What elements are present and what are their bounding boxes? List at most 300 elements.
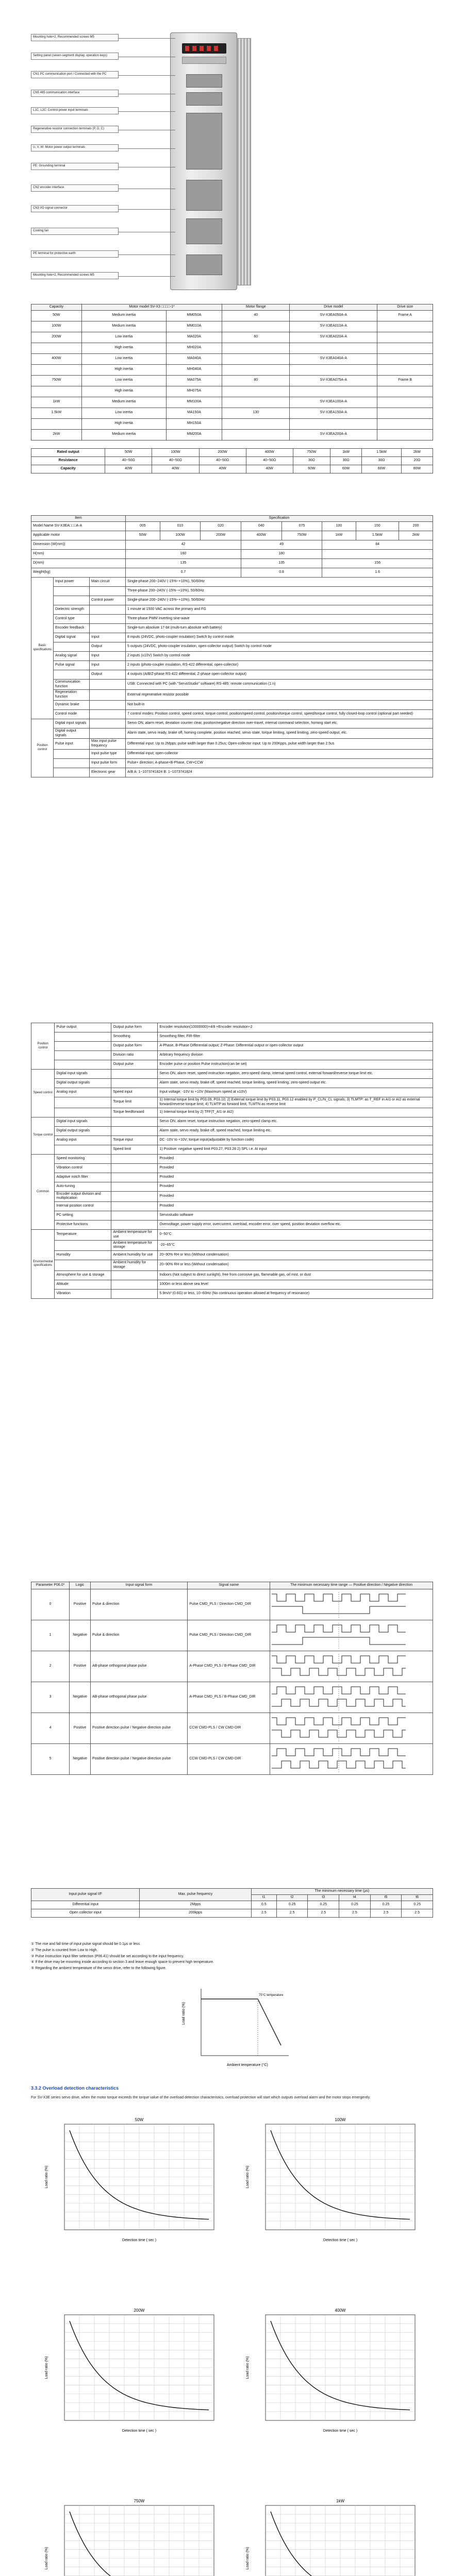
spec-item: Digital input signals bbox=[54, 719, 90, 728]
table-row bbox=[31, 1032, 433, 1042]
table-cell: 30Ω bbox=[362, 457, 402, 465]
spec-item: Digital input signals bbox=[55, 1070, 111, 1079]
table-cell: 60W bbox=[293, 465, 330, 473]
spec-item: Auto-tuning bbox=[55, 1182, 111, 1191]
table-row bbox=[31, 690, 433, 701]
spec-subitem: Input pulse form bbox=[90, 758, 126, 768]
table-row bbox=[31, 719, 433, 728]
overload-ylabel: Load ratio (%) bbox=[246, 2547, 250, 2570]
overload-ylabel: Load ratio (%) bbox=[246, 2165, 250, 2189]
spec-value: Servo ON, alarm reset, torque instruction negation, zero-speed clamp etc. bbox=[158, 1117, 433, 1126]
cap-capacity: 200W bbox=[31, 332, 82, 343]
table-row bbox=[31, 1682, 433, 1713]
overload-section-title: 3.3.2 Overload detection characteristics bbox=[31, 2086, 119, 2091]
cap-header-size: Drive size bbox=[377, 304, 433, 311]
cap-flange bbox=[222, 418, 290, 429]
table-row bbox=[31, 1173, 433, 1182]
spec-subitem: Ambient temperature for storage bbox=[111, 1240, 158, 1251]
cap-inertia: Low inertia bbox=[81, 332, 166, 343]
cap-capacity: 750W bbox=[31, 375, 82, 386]
cap-capacity: 100W bbox=[31, 321, 82, 332]
table-cell: 2kW bbox=[401, 449, 433, 457]
note-item: ⑤ Regarding the ambient temperature of the servo drive, refer to the following figure. bbox=[31, 1967, 167, 1970]
spec-item: Pulse input bbox=[54, 739, 90, 750]
waveform-trace bbox=[272, 1606, 406, 1614]
spec-dim-value: 49 bbox=[241, 540, 322, 549]
spec-group-label: Common bbox=[31, 1154, 55, 1230]
spec-dim-value: 42 bbox=[126, 540, 241, 549]
spec-subitem: Electronic gear bbox=[90, 768, 126, 777]
table-row bbox=[31, 364, 433, 375]
cap-motor-model: MM100A bbox=[166, 397, 222, 408]
pulse-form: AB-phase orthogonal phase pulse bbox=[91, 1651, 188, 1682]
spec-item bbox=[54, 758, 90, 768]
spec-subitem bbox=[90, 709, 126, 719]
spec-value: 5.9m/s² (0.6G) or less, 10~60Hz (No continuous operation allowed at frequency of resonance) bbox=[158, 1289, 433, 1298]
note-item: ② The pulse is counted from Low to High. bbox=[31, 1948, 98, 1952]
pulse-form: AB-phase orthogonal phase pulse bbox=[91, 1682, 188, 1713]
capacity-table-body bbox=[31, 310, 433, 440]
spec-value: Servostudio software bbox=[158, 1211, 433, 1221]
diagram-callout: PE: Grounding terminal bbox=[31, 163, 119, 170]
cap-drive-size bbox=[377, 332, 433, 343]
overload-chart-title: 200W bbox=[134, 2308, 145, 2313]
pulse-header-logic: Logic bbox=[70, 1582, 91, 1589]
spec-value: Input voltage: -10V to +10V (Maximum speed at ±10V) bbox=[158, 1088, 433, 1097]
min-sub-header: t5 bbox=[370, 1894, 402, 1901]
table-cell: 2.5 bbox=[308, 1909, 339, 1917]
spec-group-label: Position control bbox=[31, 719, 54, 777]
diagram-callout: CN1 PC communication port / Connected with the PC bbox=[31, 71, 119, 78]
pulse-logic: Negative bbox=[70, 1744, 91, 1775]
table-row bbox=[31, 353, 433, 364]
table-row bbox=[31, 670, 433, 679]
table-cell: 40~50Ω bbox=[152, 457, 199, 465]
spec-item bbox=[55, 1260, 111, 1271]
cap-inertia: High inertia bbox=[81, 364, 166, 375]
diagram-callout: PE terminal for protective earth bbox=[31, 250, 119, 258]
table-cell: 40W bbox=[246, 465, 293, 473]
cap-inertia: High inertia bbox=[81, 343, 166, 353]
cap-flange: 60 bbox=[222, 332, 290, 343]
table-row bbox=[31, 558, 433, 568]
spec-group-label: Position control bbox=[31, 1023, 55, 1070]
cap-flange bbox=[222, 343, 290, 353]
table-row bbox=[31, 1117, 433, 1126]
pulse-form: Positive direction pulse / Negative direction pulse bbox=[91, 1744, 188, 1775]
spec-value: Servo ON, alarm reset, speed instruction negation, zero-speed clamp, internal speed control, external forward/reverse torque limit etc. bbox=[158, 1070, 433, 1079]
spec-item bbox=[54, 596, 90, 605]
pulse-waveform bbox=[272, 1716, 406, 1741]
table-cell: Differential input bbox=[31, 1901, 140, 1909]
cap-capacity: 1kW bbox=[31, 397, 82, 408]
diagram-callout: Mounting hole×2, Recommended screws M5 bbox=[31, 272, 119, 279]
pulse-waveform-cell bbox=[270, 1744, 433, 1775]
cap-drive-size bbox=[377, 353, 433, 364]
overload-chart bbox=[41, 2496, 222, 2576]
table-row bbox=[31, 1060, 433, 1070]
table-row bbox=[31, 1088, 433, 1097]
pulse-param: 5 bbox=[31, 1744, 70, 1775]
overload-ylabel: Load ratio (%) bbox=[45, 2547, 48, 2570]
overload-xlabel: Detection time ( sec ) bbox=[323, 2239, 358, 2242]
table-row bbox=[31, 709, 433, 719]
overload-chart-title: 100W bbox=[335, 2117, 346, 2122]
diagram-callout: Mounting hole×2, Recommended screws M5 bbox=[31, 34, 119, 41]
spec-subitem bbox=[90, 719, 126, 728]
cap-header-motor: Motor model SV-X3 □□□□-1* bbox=[81, 304, 222, 311]
cap-inertia: Low inertia bbox=[81, 375, 166, 386]
table-row bbox=[31, 1270, 433, 1280]
overload-chart bbox=[242, 2496, 423, 2576]
table-cell: 40~50Ω bbox=[246, 457, 293, 465]
overload-chart-title: 1kW bbox=[336, 2499, 344, 2503]
table-row bbox=[31, 1251, 433, 1260]
pulse-signal: Pulse CMD_PLS / Direction CMD_DIR bbox=[188, 1620, 270, 1651]
cap-flange bbox=[222, 364, 290, 375]
table-row bbox=[31, 408, 433, 418]
table-row bbox=[31, 1079, 433, 1088]
spec-item bbox=[55, 1032, 111, 1042]
pulse-waveform bbox=[272, 1685, 406, 1710]
cap-capacity: 50W bbox=[31, 310, 82, 321]
spec-value: Provided bbox=[158, 1191, 433, 1202]
regen-resistor-table bbox=[31, 448, 433, 473]
spec-motor: 2kW bbox=[399, 531, 433, 540]
callout-leader-line bbox=[119, 75, 175, 76]
spec-value: Arbitrary frequency division bbox=[158, 1051, 433, 1060]
table-row bbox=[31, 1126, 433, 1136]
pulse-header-positive: Positive direction bbox=[353, 1583, 381, 1587]
pulse-waveform-cell bbox=[270, 1589, 433, 1620]
spec-value: 8 inputs (24VDC, photo-coupler insulation) Switch by control mode bbox=[126, 633, 433, 642]
cap-drive-model: SV-X3EA010A-A bbox=[290, 321, 377, 332]
table-row bbox=[31, 633, 433, 642]
spec-value: Smoothing filter, FIR-filter bbox=[158, 1032, 433, 1042]
waveform-trace bbox=[272, 1749, 406, 1756]
cap-flange bbox=[222, 321, 290, 332]
spec-item: Regeneration function bbox=[54, 690, 90, 701]
derate-xlabel: Ambient temperature (°C) bbox=[227, 2063, 268, 2067]
table-cell: 50W bbox=[105, 449, 152, 457]
table-cell: 60W bbox=[362, 465, 402, 473]
pulse-input-body bbox=[31, 1589, 433, 1775]
waveform-trace bbox=[272, 1761, 406, 1768]
spec-subitem: Division ratio bbox=[111, 1051, 158, 1060]
pulse-header-form: Input signal form bbox=[91, 1582, 188, 1589]
spec-value: Provided bbox=[158, 1163, 433, 1173]
table-cell: 100W bbox=[152, 449, 199, 457]
table-row bbox=[31, 1211, 433, 1221]
spec-value: 1) Internal torque limit by P03.09, P03.10; 2) External torque limit by P03.11, P03.12 enabled by P_CL/N_CL signals; 3) TLMTP: as T_REF in AI1 or AI2 as external forward/reverse torque limit; 4) TLMTP as forward limit, TLMTN as reverse limit bbox=[158, 1097, 433, 1108]
spec-item: Communication function bbox=[54, 679, 90, 690]
cap-drive-size bbox=[377, 408, 433, 418]
table-cell: 30Ω bbox=[293, 457, 330, 465]
cap-drive-model: SV-X3EA150A-A bbox=[290, 408, 377, 418]
spec-dim-value: 135 bbox=[241, 558, 322, 568]
table-row bbox=[31, 418, 433, 429]
table-row bbox=[31, 577, 433, 586]
cap-flange bbox=[222, 397, 290, 408]
spec-item bbox=[55, 1108, 111, 1117]
cap-flange: 40 bbox=[222, 310, 290, 321]
spec-subitem: Output pulse form bbox=[111, 1042, 158, 1051]
table-cell: 40~50Ω bbox=[105, 457, 152, 465]
cap-drive-model bbox=[290, 418, 377, 429]
spec-dim-label: Dimension (W(mm)) bbox=[31, 540, 126, 549]
table-row bbox=[31, 623, 433, 633]
spec-subitem bbox=[111, 1280, 158, 1289]
derating-chart bbox=[180, 1984, 294, 2071]
table-row bbox=[31, 586, 433, 596]
table-cell: 0.25 bbox=[370, 1901, 402, 1909]
spec-model-code: 020 bbox=[201, 521, 241, 531]
cap-drive-size bbox=[377, 429, 433, 440]
spec-group-label: Basic specifications bbox=[31, 577, 54, 719]
spec-dim-value: 160 bbox=[126, 549, 241, 558]
spec-item: Vibration control bbox=[55, 1163, 111, 1173]
spec-item: Control mode bbox=[54, 709, 90, 719]
spec-item bbox=[55, 1060, 111, 1070]
table-row bbox=[31, 375, 433, 386]
spec-item: Control type bbox=[54, 614, 90, 623]
note-item: ① The rise and fall time of input pulse signal should be 0.1μs or less. bbox=[31, 1942, 141, 1946]
cap-capacity bbox=[31, 386, 82, 397]
diagram-callout: Setting panel (seven-segment display, operation keys) bbox=[31, 53, 119, 60]
derate-label: 75°C temperature bbox=[259, 1994, 284, 1997]
table-row bbox=[31, 429, 433, 440]
spec-subitem bbox=[90, 586, 126, 596]
spec-subitem bbox=[111, 1202, 158, 1211]
table-row bbox=[31, 651, 433, 660]
table-row bbox=[31, 1154, 433, 1163]
pulse-signal: A-Phase CMD_PLS / B-Phase CMD_DIR bbox=[188, 1682, 270, 1713]
heatsink-fins bbox=[237, 38, 251, 285]
spec-value: 5 outputs (24VDC, photo-coupler insulation, open-collector output) Switch by control mode bbox=[126, 642, 433, 651]
pulse-logic: Positive bbox=[70, 1589, 91, 1620]
pulse-waveform bbox=[272, 1592, 406, 1618]
table-row bbox=[31, 1221, 433, 1230]
cap-flange: 130 bbox=[222, 408, 290, 418]
pulse-form: Positive direction pulse / Negative direction pulse bbox=[91, 1713, 188, 1744]
power-terminal-block bbox=[186, 113, 222, 170]
cap-motor-model: MM200A bbox=[166, 429, 222, 440]
spec-model-code: 005 bbox=[126, 521, 160, 531]
table-cell: 1.5kW bbox=[362, 449, 402, 457]
table-row bbox=[31, 596, 433, 605]
table-row bbox=[31, 728, 433, 739]
spec-value: A-Phase, B-Phase Differential output; Z-Phase: Differential output or open-collector output bbox=[158, 1042, 433, 1051]
table-row bbox=[31, 1163, 433, 1173]
spec-group-label: Speed control bbox=[31, 1070, 55, 1117]
pulse-param: 1 bbox=[31, 1620, 70, 1651]
pulse-header-signal: Signal name bbox=[188, 1582, 270, 1589]
spec-subitem: Ambient temperature for use bbox=[111, 1230, 158, 1241]
table-cell: 2.5 bbox=[276, 1909, 308, 1917]
spec-value: 20~90% RH or less (Without condensation) bbox=[158, 1260, 433, 1271]
spec-group-label: Environmental specifications bbox=[31, 1230, 55, 1299]
spec-value: 1) Positive: negative speed limit P03.27, P03.28 2) SPL i.e. AI input bbox=[158, 1145, 433, 1154]
spec-value: Encoder pulse or position Pulse instruction(can be set) bbox=[158, 1060, 433, 1070]
spec-table bbox=[31, 515, 433, 777]
derate-ylabel: Load ratio (%) bbox=[182, 2002, 186, 2025]
spec-subitem: Max input pulse frequency bbox=[90, 739, 126, 750]
spec-model-code: 150 bbox=[356, 521, 399, 531]
overload-xlabel: Detection time ( sec ) bbox=[122, 2429, 157, 2433]
spec-item: Dynamic brake bbox=[54, 700, 90, 709]
spec-value: Provided bbox=[158, 1154, 433, 1163]
spec-motor: 200W bbox=[201, 531, 241, 540]
cap-capacity: 2kW bbox=[31, 429, 82, 440]
table-row bbox=[31, 1042, 433, 1051]
table-row bbox=[31, 739, 433, 750]
pulse-waveform bbox=[272, 1623, 406, 1649]
table-row bbox=[31, 549, 433, 558]
spec-value: 0~50°C bbox=[158, 1230, 433, 1241]
min-sub-header: t4 bbox=[339, 1894, 371, 1901]
cap-capacity bbox=[31, 343, 82, 353]
spec-item bbox=[54, 670, 90, 679]
overload-ylabel: Load ratio (%) bbox=[246, 2356, 250, 2379]
table-row bbox=[31, 1589, 433, 1620]
spec-item: Vibration bbox=[55, 1289, 111, 1298]
pulse-form: Pulse & direction bbox=[91, 1620, 188, 1651]
table-cell: 40W bbox=[105, 465, 152, 473]
cap-motor-model: MA150A bbox=[166, 408, 222, 418]
cap-motor-model: MH040A bbox=[166, 364, 222, 375]
spec-subitem: Torque input bbox=[111, 1136, 158, 1145]
table-cell: 2.5 bbox=[251, 1909, 276, 1917]
diagram-callout: U, V, W: Motor power output terminals bbox=[31, 144, 119, 151]
cap-drive-size bbox=[377, 343, 433, 353]
cap-flange bbox=[222, 353, 290, 364]
regen-resistor-body bbox=[31, 449, 433, 473]
table-cell: 750W bbox=[293, 449, 330, 457]
table-row bbox=[31, 660, 433, 670]
spec-subitem: Ambient humidity for storage bbox=[111, 1260, 158, 1271]
spec-subitem bbox=[111, 1154, 158, 1163]
pulse-waveform bbox=[272, 1747, 406, 1772]
spec-value: Provided bbox=[158, 1182, 433, 1191]
note-item: ③ Pulse instruction input filter selection (P06.41) should be set according to the input frequency. bbox=[31, 1954, 184, 1958]
min-sub-header: t1 bbox=[251, 1894, 276, 1901]
seven-segment-display bbox=[182, 43, 226, 54]
min-header-time: The minimum necessary time (μs) bbox=[251, 1889, 433, 1895]
spec-dim-value: 84 bbox=[322, 540, 433, 549]
cn1-connector bbox=[186, 74, 222, 88]
spec-dim-label: H(mm) bbox=[31, 549, 126, 558]
cap-drive-model: SV-X3EA100A-A bbox=[290, 397, 377, 408]
spec-subitem: Ambient humidity for use bbox=[111, 1251, 158, 1260]
table-row bbox=[31, 768, 433, 777]
spec-item bbox=[55, 1042, 111, 1051]
cap-capacity: 1.5kW bbox=[31, 408, 82, 418]
spec-table-body bbox=[31, 516, 433, 777]
diagram-callout: CN3 I/O signal connector bbox=[31, 205, 119, 212]
spec-dim-value bbox=[322, 549, 433, 558]
waveform-trace bbox=[272, 1625, 406, 1632]
table-row bbox=[31, 1651, 433, 1682]
notes-list bbox=[31, 1942, 433, 1973]
cap-capacity: 400W bbox=[31, 353, 82, 364]
cap-drive-size bbox=[377, 386, 433, 397]
spec-subitem bbox=[90, 728, 126, 739]
table-cell: 2.5 bbox=[370, 1909, 402, 1917]
table-row bbox=[31, 457, 433, 465]
cap-inertia: High inertia bbox=[81, 418, 166, 429]
row-label: Capacity bbox=[31, 465, 105, 473]
cap-inertia: Medium inertia bbox=[81, 310, 166, 321]
table-row bbox=[31, 1051, 433, 1060]
spec-value: 2 inputs (photo-coupler insulation, RS-422 differential, open-collector) bbox=[126, 660, 433, 670]
spec-table-continued-body bbox=[31, 1023, 433, 1299]
spec-subitem: Smoothing bbox=[111, 1032, 158, 1042]
table-cell: 200kpps bbox=[140, 1909, 251, 1917]
table-row bbox=[31, 1240, 433, 1251]
spec-value: Three-phase 200~240V (-15%~+10%), 50/60Hz bbox=[126, 586, 433, 596]
spec-subitem: Main circuit bbox=[90, 577, 126, 586]
waveform-trace bbox=[272, 1656, 406, 1663]
spec-subitem: Speed limit bbox=[111, 1145, 158, 1154]
table-row bbox=[31, 1280, 433, 1289]
cn2-connector bbox=[186, 218, 222, 244]
pulse-logic: Negative bbox=[70, 1682, 91, 1713]
spec-subitem bbox=[90, 605, 126, 614]
pulse-form: Pulse & direction bbox=[91, 1589, 188, 1620]
spec-dim-label: D(mm) bbox=[31, 558, 126, 568]
overload-chart bbox=[242, 2306, 423, 2442]
overload-chart-title: 750W bbox=[134, 2499, 145, 2503]
spec-model-code: 200 bbox=[399, 521, 433, 531]
spec-value: Encoder resolution(10000000)×4/8 ×Encoder resolution÷2 bbox=[158, 1023, 433, 1032]
min-sub-header: t3 bbox=[308, 1894, 339, 1901]
spec-value: 2 inputs (±10V) Switch by control mode bbox=[126, 651, 433, 660]
table-cell: Open collector input bbox=[31, 1909, 140, 1917]
pe-terminal bbox=[186, 255, 222, 275]
spec-value: Single-phase 200~240V (-15%~+10%), 50/60Hz bbox=[126, 577, 433, 586]
row-label: Rated output bbox=[31, 449, 105, 457]
pulse-waveform-cell bbox=[270, 1651, 433, 1682]
cap-capacity bbox=[31, 364, 82, 375]
cap-drive-model: SV-X3EA050A-A bbox=[290, 310, 377, 321]
spec-item: Atmosphere for use & storage bbox=[55, 1270, 111, 1280]
table-cell: 0.25 bbox=[276, 1901, 308, 1909]
table-cell: 0.25 bbox=[308, 1901, 339, 1909]
overload-ylabel: Load ratio (%) bbox=[45, 2356, 48, 2379]
spec-subitem bbox=[111, 1221, 158, 1230]
cap-drive-model: SV-X3EA020A-A bbox=[290, 332, 377, 343]
spec-value: External regenerative resistor possible bbox=[126, 690, 433, 701]
overload-ylabel: Load ratio (%) bbox=[45, 2165, 48, 2189]
pulse-param: 3 bbox=[31, 1682, 70, 1713]
cap-header-drive: Drive model bbox=[290, 304, 377, 311]
spec-subitem: Torque feedforward bbox=[111, 1108, 158, 1117]
spec-value: Alarm state, servo ready, brake off, speed reached, torque limiting etc. bbox=[158, 1126, 433, 1136]
note-item: ④ If the drive may be mounting inside according to section 3 and leave enough space to prevent high temperature. bbox=[31, 1960, 214, 1964]
cap-motor-model: MM050A bbox=[166, 310, 222, 321]
table-row bbox=[31, 465, 433, 473]
spec-value: Single-phase 200~240V (-15%~+10%), 50/60Hz bbox=[126, 596, 433, 605]
spec-dim-value: 1.6 bbox=[322, 568, 433, 577]
cap-inertia: High inertia bbox=[81, 386, 166, 397]
row-label: Resistance bbox=[31, 457, 105, 465]
table-row bbox=[31, 386, 433, 397]
spec-item: Encoder output division and multiplication bbox=[55, 1191, 111, 1202]
pulse-signal: CCW CMD-PLS / CW CMD-DIR bbox=[188, 1713, 270, 1744]
callout-leader-line bbox=[119, 276, 175, 277]
spec-value: Not built-in bbox=[126, 700, 433, 709]
cap-inertia: Low inertia bbox=[81, 353, 166, 364]
